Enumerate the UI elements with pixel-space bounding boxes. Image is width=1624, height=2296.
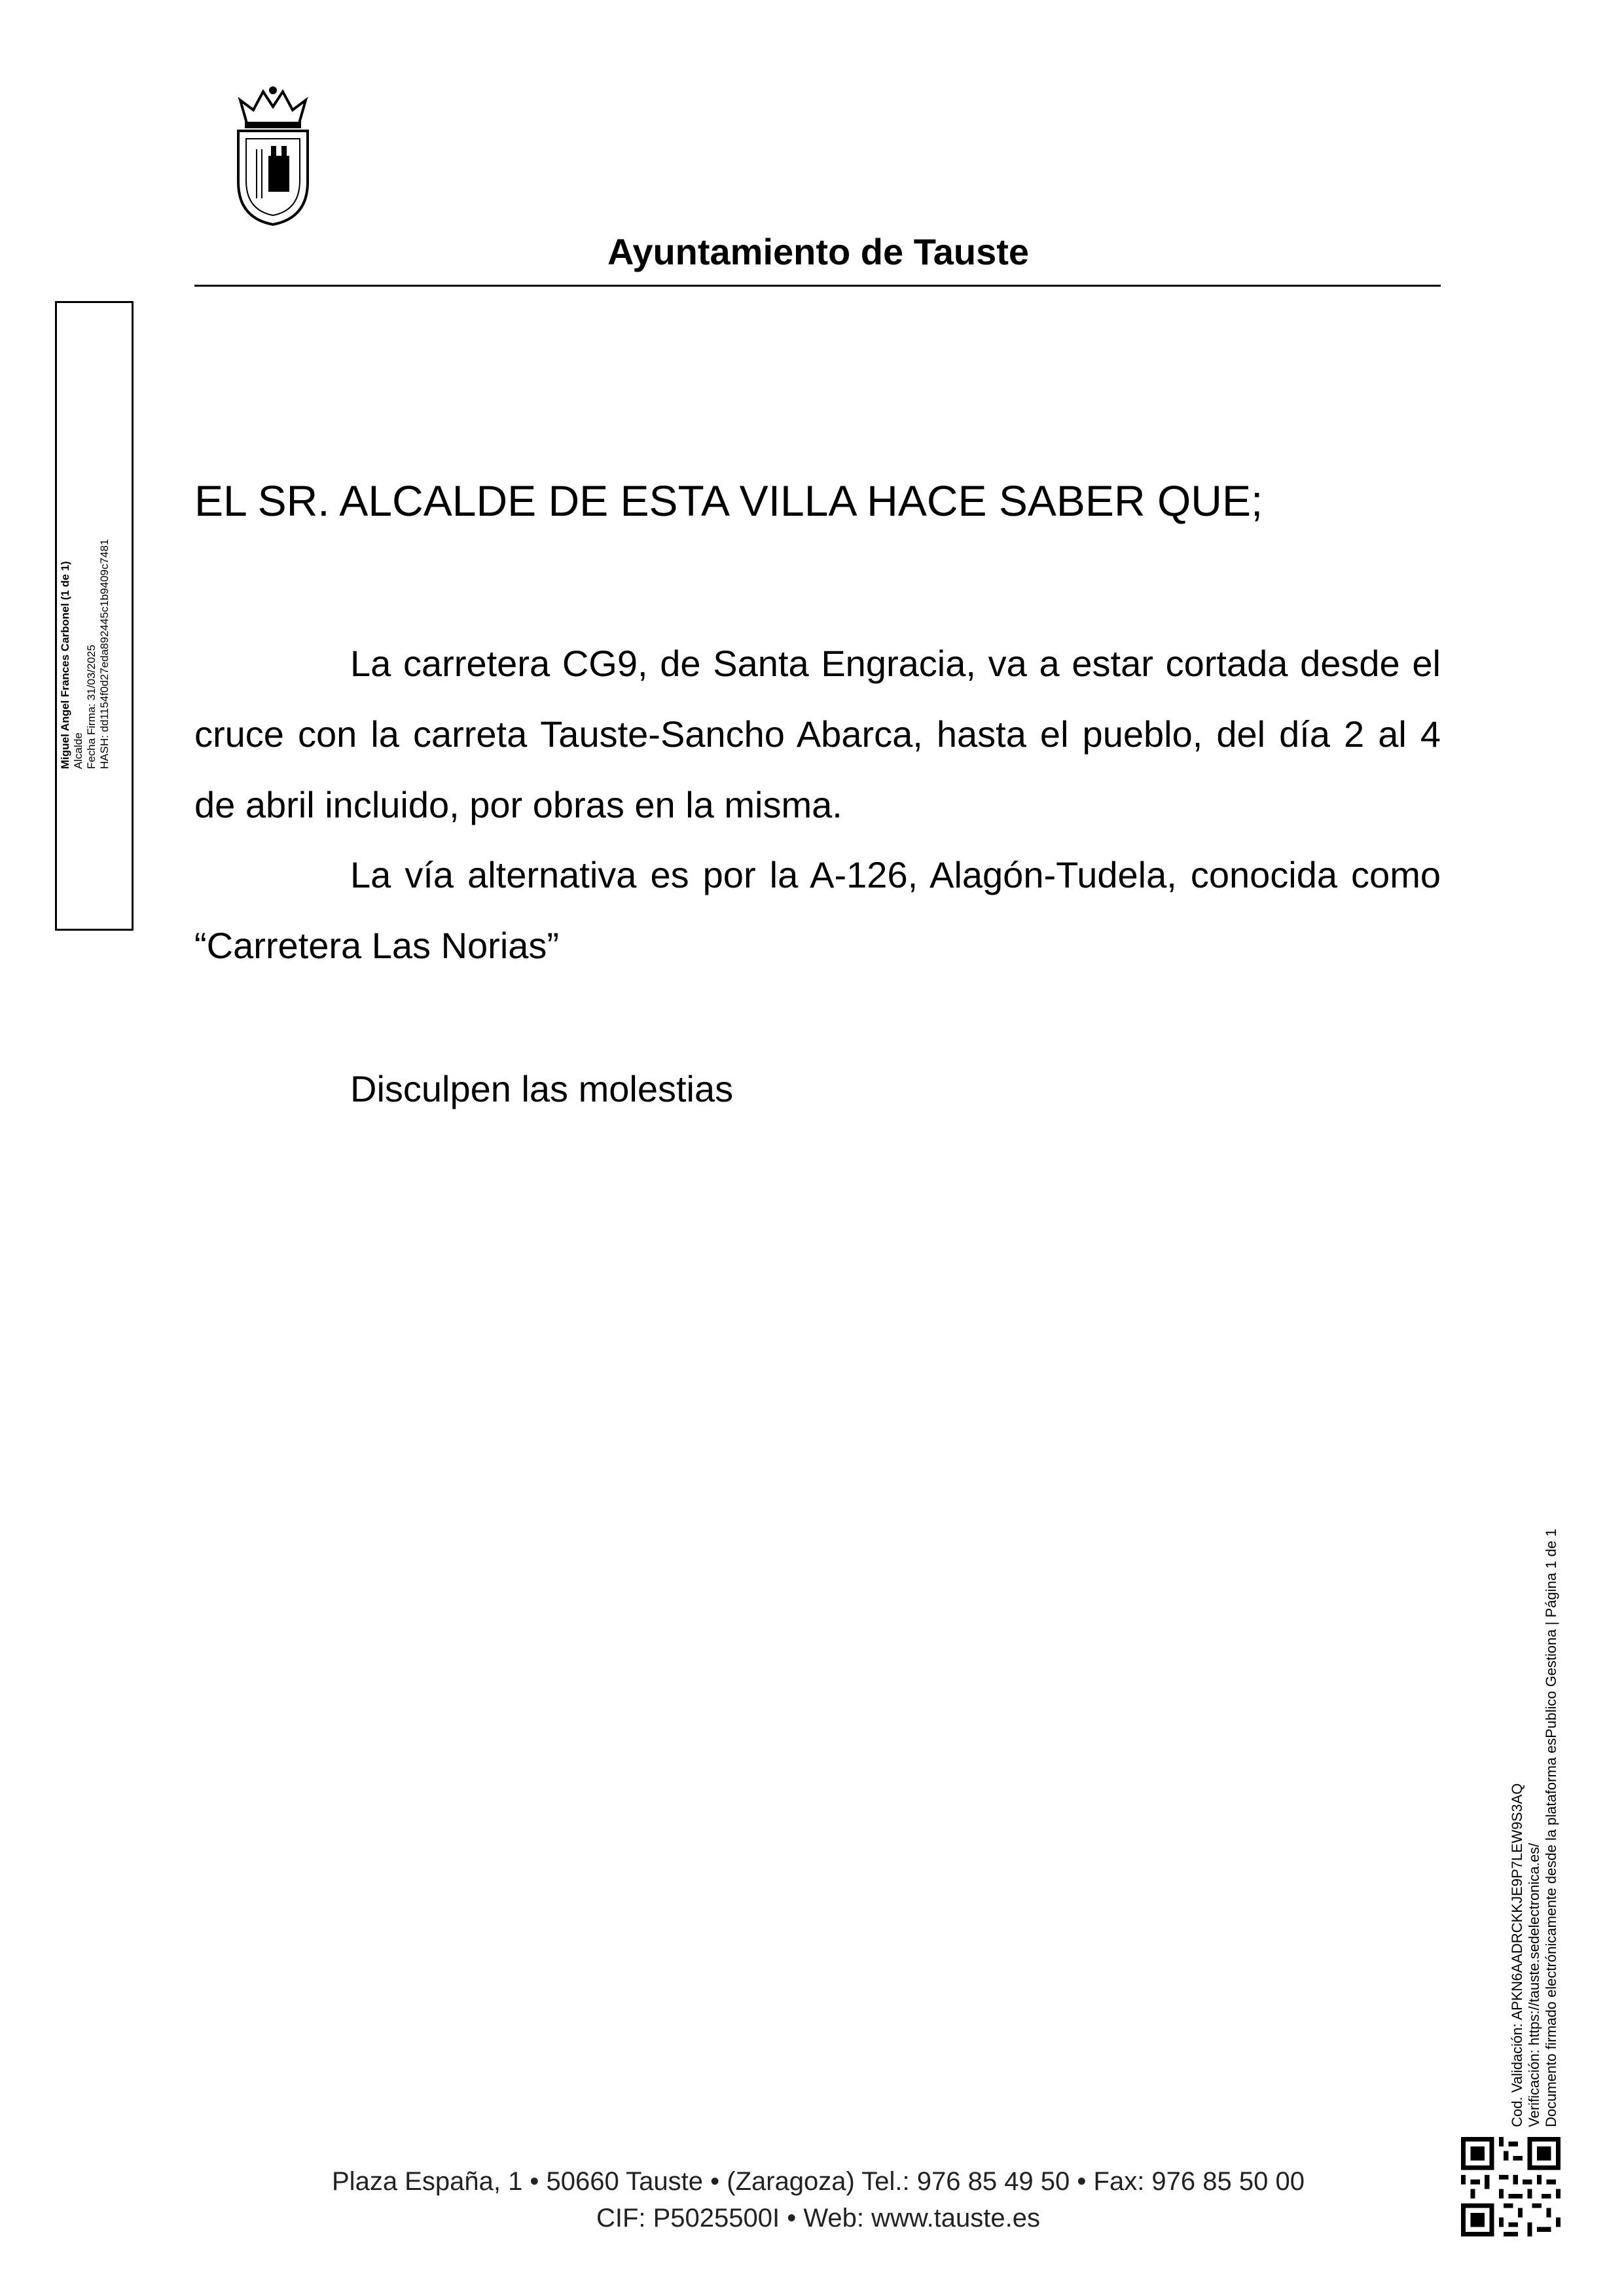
validation-code: Cod. Validación: APKN6AADRCKKJE9P7LEW9S3AQ [1509,1783,1525,2127]
signer-name: Miguel Angel Frances Carbonel (1 de 1) [59,561,71,769]
signature-stamp-text [59,115,111,769]
header-divider [194,285,1441,287]
signer-role: Alcalde [72,732,84,769]
footer-address: Plaza España, 1 • 50660 Tauste • (Zaragoza) Tel.: 976 85 49 50 • Fax: 976 85 50 00 [332,2167,1305,2196]
signature-date: Fecha Firma: 31/03/2025 [85,645,98,769]
verification-url: Verificación: https://tauste.sedelectronica.es/ [1526,1842,1542,2127]
organization-name: Ayuntamiento de Tauste [607,231,1030,272]
paragraph-alternative-route: La vía alternativa es por la A-126, Alagón-Tudela, conocida como “Carretera Las Norias” [194,854,1441,966]
announcement-heading: EL SR. ALCALDE DE ESTA VILLA HACE SABER QUE; [194,476,1263,525]
paragraph-road-closure: La carretera CG9, de Santa Engracia, va a estar cortada desde el cruce con la carreta Tauste-Sancho Abarca, hasta el pueblo, del día 2 al 4 de abril incluido, por obras en la misma. [194,643,1441,825]
coat-of-arms-logo [230,84,316,228]
footer [196,2163,1440,2236]
verification-text [1509,1440,1560,2127]
qr-code-icon [1461,2137,1561,2236]
platform-note: Documento firmado electrónicamente desde la plataforma esPublico Gestiona | Página 1 de 1 [1543,1528,1559,2127]
signature-hash: HASH: dd1154f0d27eda892445c1b9409c7481 [98,539,111,769]
closing-line: Disculpen las molestias [350,1068,734,1109]
footer-contact: CIF: P5025500I • Web: www.tauste.es [596,2204,1041,2233]
